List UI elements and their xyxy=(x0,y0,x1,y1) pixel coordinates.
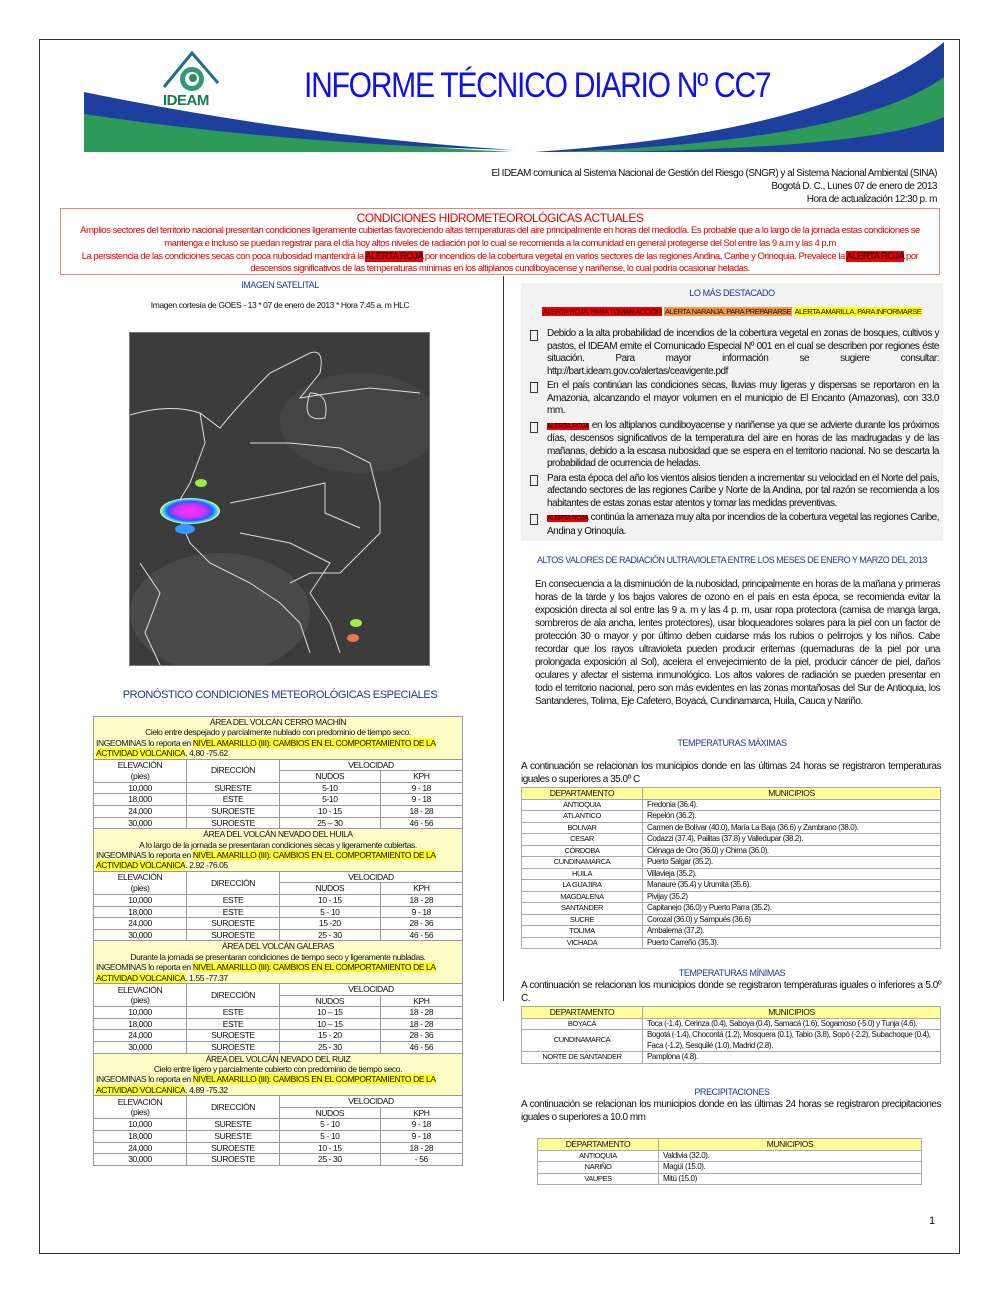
col-direction: DIRECCIÓN xyxy=(187,1096,280,1119)
knots-cell: 5 - 10 xyxy=(280,906,381,918)
precip-title: PRECIPITACIONES xyxy=(694,1087,770,1097)
direction-cell: SUROESTE xyxy=(187,806,280,818)
departamento-cell: CUNDINAMARCA xyxy=(522,857,643,869)
elevation-cell: 10,000 xyxy=(94,895,187,907)
volcano-name: ÁREA DEL VOLCÁN NEVADO DEL RUIZ xyxy=(205,1053,351,1064)
col-velocity: VELOCIDAD xyxy=(280,984,463,996)
volcano-data-row xyxy=(94,1119,463,1131)
departamento-cell: SANTANDER xyxy=(522,903,643,915)
table-row xyxy=(522,926,941,938)
volcano-data-row xyxy=(94,1142,463,1154)
highlight-item: ALERTA ROJA en los altiplanos cundiboyacense y nariñense ya que se advierte durante los próximos días, descensos significativos de la temperatura del aire en horas de las madrugadas y de las mañanas, debido a la escasa nubosidad que se espera en el territorio nacional. No se descarta la probabilidad de ocurrencia de heladas. xyxy=(521,420,943,471)
volcano-data-row xyxy=(94,794,463,806)
departamento-cell: NARIÑO xyxy=(538,1162,659,1174)
direction-cell: SUROESTE xyxy=(187,1041,280,1053)
col-direction: DIRECCIÓN xyxy=(187,984,280,1007)
table-header-row xyxy=(522,788,941,800)
satellite-title: IMAGEN SATELITAL xyxy=(241,280,319,290)
elevation-cell: 30,000 xyxy=(94,929,187,941)
direction-cell: SURESTE xyxy=(187,1119,280,1131)
knots-cell: 15 -20 xyxy=(280,918,381,930)
knots-cell: 25 – 30 xyxy=(280,817,381,829)
kph-cell: 46 - 56 xyxy=(380,929,462,941)
table-row xyxy=(522,811,941,823)
volcano-coords: . 4.80 -75.62 xyxy=(185,748,228,759)
municipios-cell: Mitú (15.0) xyxy=(659,1173,922,1185)
direction-cell: SUROESTE xyxy=(187,1154,280,1166)
tmin-table xyxy=(521,1006,941,1064)
direction-cell: ESTE xyxy=(187,1007,280,1019)
current-conditions-box xyxy=(60,208,940,275)
conditions-title: CONDICIONES HIDROMETEOROLÓGICAS ACTUALES xyxy=(356,211,644,225)
col-municipios: MUNICIPIOS xyxy=(643,1007,941,1019)
volcano-desc: A lo largo de la jornada se presentaran condiciones secas y ligeramente cubiertas. xyxy=(139,839,417,850)
departamento-cell: SUCRE xyxy=(522,914,643,926)
volcano-area-cell xyxy=(94,1053,463,1096)
municipios-cell: Toca (-1.4), Cerinza (0.4), Saboya (0.4), Samacá (1.6), Sogamoso (-5.0) y Tunja (4.6). xyxy=(643,1018,941,1030)
col-elevation: ELEVACIÓN (pies) xyxy=(94,871,187,894)
knots-cell: 25 - 30 xyxy=(280,929,381,941)
municipios-cell: Valdivia (32.0). xyxy=(659,1150,922,1162)
col-direction: DIRECCIÓN xyxy=(187,759,280,782)
kph-cell: 9 - 18 xyxy=(380,1119,462,1131)
elevation-cell: 10,000 xyxy=(94,1119,187,1131)
municipios-cell: Puerto Carreño (35.3). xyxy=(643,937,941,949)
table-row xyxy=(538,1162,922,1174)
municipios-cell: Villavieja (35.2). xyxy=(643,868,941,880)
departamento-cell: BOYACÁ xyxy=(522,1018,643,1030)
header-banner xyxy=(84,42,944,152)
direction-cell: SUROESTE xyxy=(187,1142,280,1154)
col-knots: NUDOS xyxy=(280,883,381,895)
municipios-cell: Codazzi (37.4), Pailitas (37.8) y Valledupar (38.2). xyxy=(643,834,941,846)
precip-intro: A continuación se relacionan los municipios donde en las últimas 24 horas se registraron precipitaciones iguales o superiores a 10.0 mm xyxy=(521,1099,941,1123)
kph-cell: 28 - 36 xyxy=(380,918,462,930)
table-row xyxy=(522,1030,941,1052)
volcano-area-row xyxy=(94,829,463,872)
departamento-cell: LA GUAJIRA xyxy=(522,880,643,892)
col-departamento: DEPARTAMENTO xyxy=(538,1139,659,1151)
volcano-header-row xyxy=(94,759,463,771)
intro-line: El IDEAM comunica al Sistema Nacional de Gestión del Riesgo (SNGR) y al Sistema Nacional Ambiental (SINA) xyxy=(491,168,937,179)
satellite-image xyxy=(129,332,430,666)
volcano-area-cell xyxy=(94,717,463,760)
volcano-header-row xyxy=(94,984,463,996)
table-row xyxy=(522,1052,941,1064)
departamento-cell: BOLIVAR xyxy=(522,822,643,834)
table-row xyxy=(522,914,941,926)
direction-cell: ESTE xyxy=(187,895,280,907)
legend-red: ALERTA ROJA. PARA TOMAR ACCIÓN xyxy=(542,307,662,316)
municipios-cell: Bogotá (-1.4), Chocontá (1.2), Mosquera (0.1), Tabio (3.8), Sopó (-2.2), Subachoque (0.4), Faca (-1.2), Sesquilé (1.0), Madrid (2.8). xyxy=(643,1030,941,1052)
volcano-data-row xyxy=(94,918,463,930)
kph-cell: 18 - 28 xyxy=(380,895,462,907)
elevation-cell: 30,000 xyxy=(94,1154,187,1166)
table-row xyxy=(522,880,941,892)
departamento-cell: TOLIMA xyxy=(522,926,643,938)
col-knots: NUDOS xyxy=(280,1107,381,1119)
table-row xyxy=(522,834,941,846)
elevation-cell: 18,000 xyxy=(94,794,187,806)
table-header-row xyxy=(522,1007,941,1019)
col-kph: KPH xyxy=(380,1107,462,1119)
volcano-data-row xyxy=(94,1007,463,1019)
col-velocity: VELOCIDAD xyxy=(280,759,463,771)
volcano-data-row xyxy=(94,895,463,907)
table-row xyxy=(522,822,941,834)
forecast-title: PRONÓSTICO CONDICIONES METEOROLÓGICAS ESPECIALES xyxy=(122,689,438,701)
elevation-cell: 18,000 xyxy=(94,1018,187,1030)
volcano-area-cell xyxy=(94,941,463,984)
departamento-cell: HUILA xyxy=(522,868,643,880)
bullet-icon xyxy=(530,330,538,341)
col-velocity: VELOCIDAD xyxy=(280,871,463,883)
yellow-level-badge: NIVEL AMARILLO (III): CAMBIOS EN EL COMPORTAMIENTO DE LA ACTIVIDAD VOLCANICA xyxy=(96,850,436,871)
kph-cell: 46 - 56 xyxy=(380,1041,462,1053)
elevation-cell: 24,000 xyxy=(94,918,187,930)
volcano-name: ÁREA DEL VOLCÁN CERRO MACHÍN xyxy=(209,717,347,727)
red-alert-badge: ALERTA ROJA xyxy=(547,515,589,522)
volcano-report: INGEOMINAS lo reporta en NIVEL AMARILLO (III): CAMBIOS EN EL COMPORTAMIENTO DE LA ACTIVIDAD VOLCANICA. 4.80 -75.62 xyxy=(96,737,436,759)
kph-cell: 18 - 28 xyxy=(380,1007,462,1019)
direction-cell: ESTE xyxy=(187,906,280,918)
document-page xyxy=(39,39,960,1254)
precip-table xyxy=(537,1138,922,1185)
table-header-row xyxy=(538,1139,922,1151)
logo-text: IDEAM xyxy=(163,92,209,109)
volcano-data-row xyxy=(94,817,463,829)
departamento-cell: VAUPES xyxy=(538,1173,659,1185)
departamento-cell: CESAR xyxy=(522,834,643,846)
yellow-level-badge: NIVEL AMARILLO (III): CAMBIOS EN EL COMPORTAMIENTO DE LA ACTIVIDAD VOLCANICA xyxy=(96,1074,436,1095)
highlights-title: LO MÁS DESTACADO xyxy=(689,288,775,298)
municipios-cell: Ciénaga de Oro (36.0) y Chima (36.0). xyxy=(643,845,941,857)
direction-cell: ESTE xyxy=(187,1018,280,1030)
departamento-cell: CÓRDOBA xyxy=(522,845,643,857)
municipios-cell: Corozal (36.0) y Sampués (36.6) xyxy=(643,914,941,926)
kph-cell: 9 - 18 xyxy=(380,906,462,918)
departamento-cell: NORTE DE SANTANDER xyxy=(522,1052,643,1064)
direction-cell: SUROESTE xyxy=(187,929,280,941)
municipios-cell: Carmen de Bolívar (40.0), María La Baja (36.6) y Zambrano (38.0). xyxy=(643,822,941,834)
volcano-data-row xyxy=(94,929,463,941)
conditions-alert-text: La persistencia de las condiciones secas con poca nubosidad mantendrá la ALERTA ROJA por incendios de la cobertura vegetal en varios sectores de las regiones Andina, Caribe y Orinoquia. Prevalece la ALERTA ROJA por descensos significativos de las temperaturas mínimas en los altiplanos cundiboyacense y nariñense, lo cual podría ocasionar heladas. xyxy=(81,250,919,275)
municipios-cell: Magüí (15.0). xyxy=(659,1162,922,1174)
knots-cell: 5 - 10 xyxy=(280,1119,381,1131)
volcano-name: ÁREA DEL VOLCÁN NEVADO DEL HUILA xyxy=(203,829,353,840)
red-alert-badge: ALERTA ROJA xyxy=(846,250,904,262)
uv-title: ALTOS VALORES DE RADIACIÓN ULTRAVIOLETA ENTRE LOS MESES DE ENERO Y MARZO DEL 2013 xyxy=(537,555,927,565)
kph-cell: 18 - 28 xyxy=(380,1142,462,1154)
volcano-forecast-table xyxy=(93,716,463,1166)
table-row xyxy=(538,1150,922,1162)
volcano-data-row xyxy=(94,1018,463,1030)
highlight-item: Debido a la alta probabilidad de incendios de la cobertura vegetal en zonas de bosques, cultivos y pastos, el IDEAM emite el Comunicado Especial Nº 001 en el cual se describen por regiones éste situación. Para mayor información se sugiere consultar: http://bart.ideam.gov.co/alertas/ceavigente.pdf xyxy=(521,328,943,378)
legend-orange: ALERTA NARANJA. PARA PREPARARSE xyxy=(664,307,792,316)
volcano-data-row xyxy=(94,806,463,818)
highlights-list xyxy=(521,328,943,538)
uv-text: En consecuencia a la disminución de la nubosidad, principalmente en horas de la mañana y primeras horas de la tarde y los bajos valores de ozono en el país en esta época, se recomienda evitar la exposición directa al sol entre las 9 a. m y las 4 p. m, usar ropa protectora (camisa de manga larga, sombreros de ala ancha, lentes protectores), usar bloqueadores solares para la piel con un factor de protección 30 o mayor y por último deben cuidarse más los rubios o pelirrojos y los niños. Cabe recordar que los rayos ultravioleta pueden producir eritemas (quemaduras de la piel por una prolongada exposición al Sol), acelera el envejecimiento de la piel, producir cáncer de piel, daños oculares y afectar el sistema inmunológico. Los altos valores de radiación se pueden presentar en todo el territorio nacional, pero son más evidentes en las zonas montañosas del Sur de Antioquia, los Santanderes, Tolima, Eje Cafetero, Boyacá, Cundinamarca, Huila, Cauca y Nariño. xyxy=(535,579,940,707)
volcano-header-row xyxy=(94,871,463,883)
bullet-icon xyxy=(530,422,538,433)
satellite-section xyxy=(90,280,470,310)
red-alert-badge: ALERTA ROJA xyxy=(365,250,423,262)
tmin-title: TEMPERATURAS MÍNIMAS xyxy=(678,968,786,978)
table-row xyxy=(522,891,941,903)
tmax-intro: A continuación se relacionan los municipios donde en las últimas 24 horas se registraron temperaturas iguales o superiores a 35.0º C xyxy=(521,761,941,785)
knots-cell: 15 - 20 xyxy=(280,1030,381,1042)
volcano-desc: Cielo entre ligero y parcialmente cubierto con predominio de tiempo seco. xyxy=(153,1063,403,1074)
update-time: Hora de actualización 12:30 p. m xyxy=(806,194,937,205)
col-velocity: VELOCIDAD xyxy=(280,1096,463,1108)
volcano-coords: . 2.92 -76.05 xyxy=(185,860,228,871)
col-kph: KPH xyxy=(380,995,462,1007)
col-departamento: DEPARTAMENTO xyxy=(522,1007,643,1019)
table-row xyxy=(522,903,941,915)
report-date: Bogotá D. C., Lunes 07 de enero de 2013 xyxy=(771,181,937,192)
departamento-cell: ANTIOQUIA xyxy=(522,799,643,811)
table-row xyxy=(522,799,941,811)
col-municipios: MUNICIPIOS xyxy=(659,1139,922,1151)
col-kph: KPH xyxy=(380,771,462,783)
municipios-cell: Ambalema (37,2). xyxy=(643,926,941,938)
departamento-cell: ANTIOQUIA xyxy=(538,1150,659,1162)
table-row xyxy=(522,937,941,949)
yellow-level-badge: NIVEL AMARILLO (III): CAMBIOS EN EL COMPORTAMIENTO DE LA ACTIVIDAD VOLCANICA xyxy=(96,962,436,983)
departamento-cell: MAGDALENA xyxy=(522,891,643,903)
col-elevation: ELEVACIÓN (pies) xyxy=(94,984,187,1007)
alert-legend xyxy=(521,307,943,316)
volcano-data-row xyxy=(94,782,463,794)
volcano-coords: . 4.89 -75.32 xyxy=(185,1084,228,1095)
kph-cell: 9 - 18 xyxy=(380,794,462,806)
municipios-cell: Capitanejo (36.0) y Puerto Parra (35.2). xyxy=(643,903,941,915)
kph-cell: 9 - 18 xyxy=(380,782,462,794)
municipios-cell: Puerto Salgar (35.2). xyxy=(643,857,941,869)
departamento-cell: ATLANTICO xyxy=(522,811,643,823)
highlight-item: Para esta época del año los vientos alisios tienden a incrementar su velocidad en el Norte del país, afectando sectores de las regiones Caribe y Norte de la Andina, por tal razón se recomienda a los habitantes de estas zonas estar atentos y tomar las medidas preventivas. xyxy=(521,473,943,511)
volcano-desc: Durante la jornada se presentaran condiciones de tiempo seco y ligeramente nubladas. xyxy=(130,951,426,962)
municipios-cell: Repelón (36.2). xyxy=(643,811,941,823)
bullet-icon xyxy=(530,475,538,486)
table-row xyxy=(522,868,941,880)
elevation-cell: 30,000 xyxy=(94,817,187,829)
satellite-caption: Imagen cortesía de GOES - 13 * 07 de enero de 2013 * Hora 7:45 a. m HLC xyxy=(150,300,410,310)
col-direction: DIRECCIÓN xyxy=(187,871,280,894)
direction-cell: SURESTE xyxy=(187,1130,280,1142)
volcano-report: INGEOMINAS lo reporta en NIVEL AMARILLO (III): CAMBIOS EN EL COMPORTAMIENTO DE LA ACTIVIDAD VOLCANICA. 1.55 -77.37 xyxy=(96,962,436,983)
elevation-cell: 24,000 xyxy=(94,1142,187,1154)
volcano-report: INGEOMINAS lo reporta en NIVEL AMARILLO (III): CAMBIOS EN EL COMPORTAMIENTO DE LA ACTIVIDAD VOLCANICA. 2.92 -76.05 xyxy=(96,850,436,871)
tmax-table xyxy=(521,787,941,949)
municipios-cell: Pivijay (35.2) xyxy=(643,891,941,903)
elevation-cell: 18,000 xyxy=(94,1130,187,1142)
direction-cell: SUROESTE xyxy=(187,1030,280,1042)
volcano-area-row xyxy=(94,1053,463,1096)
direction-cell: SUROESTE xyxy=(187,918,280,930)
col-elevation: ELEVACIÓN (pies) xyxy=(94,759,187,782)
knots-cell: 25 - 30 xyxy=(280,1154,381,1166)
volcano-area-row xyxy=(94,941,463,984)
elevation-cell: 24,000 xyxy=(94,806,187,818)
direction-cell: ESTE xyxy=(187,794,280,806)
red-alert-badge: ALERTA ROJA xyxy=(547,422,589,430)
col-kph: KPH xyxy=(380,883,462,895)
highlight-item: En el país continúan las condiciones secas, lluvias muy ligeras y dispersas se reportaron en la Amazonia, alcanzando el mayor volumen en el municipio de El Encanto (Amazonas), con 33.0 mm. xyxy=(521,380,943,418)
departamento-cell: VICHADA xyxy=(522,937,643,949)
legend-yellow: ALERTA AMARILLA. PARA INFORMARSE xyxy=(794,307,922,316)
volcano-desc: Cielo entre despejado y parcialmente nublado con predominio de tiempo seco. xyxy=(145,727,411,738)
elevation-cell: 24,000 xyxy=(94,1030,187,1042)
satellite-map xyxy=(130,333,429,665)
tmin-intro: A continuación se relacionan los municipios donde se registraron temperaturas iguales o inferiores a 5.0º C. xyxy=(521,980,941,1004)
volcano-data-row xyxy=(94,906,463,918)
kph-cell: 9 - 18 xyxy=(380,1130,462,1142)
volcano-report: INGEOMINAS lo reporta en NIVEL AMARILLO (III): CAMBIOS EN EL COMPORTAMIENTO DE LA ACTIVIDAD VOLCANICA. 4.89 -75.32 xyxy=(96,1074,436,1095)
kph-cell: 28 - 36 xyxy=(380,1030,462,1042)
municipios-cell: Fredonia (36.4). xyxy=(643,799,941,811)
col-knots: NUDOS xyxy=(280,771,381,783)
volcano-coords: . 1.55 -77.37 xyxy=(185,972,228,983)
kph-cell: 46 - 56 xyxy=(380,817,462,829)
knots-cell: 10 - 15 xyxy=(280,895,381,907)
bullet-icon xyxy=(530,514,538,525)
elevation-cell: 10,000 xyxy=(94,782,187,794)
knots-cell: 10 - 15 xyxy=(280,1142,381,1154)
kph-cell: 18 - 28 xyxy=(380,1018,462,1030)
yellow-level-badge: NIVEL AMARILLO (III): CAMBIOS EN EL COMPORTAMIENTO DE LA ACTIVIDAD VOLCANICA xyxy=(96,737,436,759)
knots-cell: 10 - 15 xyxy=(280,806,381,818)
municipios-cell: Pamplona (4.8). xyxy=(643,1052,941,1064)
volcano-name: ÁREA DEL VOLCÁN GALERAS xyxy=(222,941,334,952)
elevation-cell: 30,000 xyxy=(94,1041,187,1053)
direction-cell: SUROESTE xyxy=(187,817,280,829)
table-row xyxy=(522,857,941,869)
knots-cell: 25 - 30 xyxy=(280,1041,381,1053)
page-number: 1 xyxy=(929,1215,936,1227)
knots-cell: 5-10 xyxy=(280,782,381,794)
knots-cell: 10 – 15 xyxy=(280,1007,381,1019)
departamento-cell: CUNDINAMARCA xyxy=(522,1030,643,1052)
table-row xyxy=(538,1173,922,1185)
direction-cell: SURESTE xyxy=(187,782,280,794)
highlight-item: ALERTA ROJA continúa la amenaza muy alta por incendios de la cobertura vegetal las regiones Caribe, Andina y Orinoquía. xyxy=(521,512,943,538)
bullet-icon xyxy=(530,382,538,393)
volcano-data-row xyxy=(94,1041,463,1053)
volcano-data-row xyxy=(94,1130,463,1142)
col-departamento: DEPARTAMENTO xyxy=(522,788,643,800)
kph-cell: - 56 xyxy=(380,1154,462,1166)
report-title: INFORME TÉCNICO DIARIO Nº CC7 xyxy=(304,66,771,105)
kph-cell: 18 - 28 xyxy=(380,806,462,818)
knots-cell: 5-10 xyxy=(280,794,381,806)
column-divider xyxy=(503,276,504,1001)
volcano-area-row xyxy=(94,717,463,760)
table-row xyxy=(522,845,941,857)
knots-cell: 5 - 10 xyxy=(280,1130,381,1142)
municipios-cell: Manaure (35.4) y Urumita (35.6). xyxy=(643,880,941,892)
col-knots: NUDOS xyxy=(280,995,381,1007)
volcano-data-row xyxy=(94,1154,463,1166)
volcano-header-row xyxy=(94,1096,463,1108)
col-municipios: MUNICIPIOS xyxy=(643,788,941,800)
intro-block xyxy=(492,167,937,206)
elevation-cell: 18,000 xyxy=(94,906,187,918)
col-elevation: ELEVACIÓN (pies) xyxy=(94,1096,187,1119)
elevation-cell: 10,000 xyxy=(94,1007,187,1019)
tmax-title: TEMPERATURAS MÁXIMAS xyxy=(677,738,787,748)
highlights-box xyxy=(521,283,943,541)
knots-cell: 10 – 15 xyxy=(280,1018,381,1030)
volcano-area-cell xyxy=(94,829,463,872)
conditions-text: Amplios sectores del territorio nacional presentan condiciones ligeramente cubiertas favoreciendo altas temperaturas del aire principalmente en horas del mediodía. Es probable que a lo largo de la jornada estas condiciones se mantenga e incluso se puedan registrar para el día hoy altos niveles de radiación por lo cual se recomienda a la comunidad en general protegerse del Sol entre las 9 a.m y las 4 p.m xyxy=(80,225,920,249)
table-row xyxy=(522,1018,941,1030)
volcano-data-row xyxy=(94,1030,463,1042)
